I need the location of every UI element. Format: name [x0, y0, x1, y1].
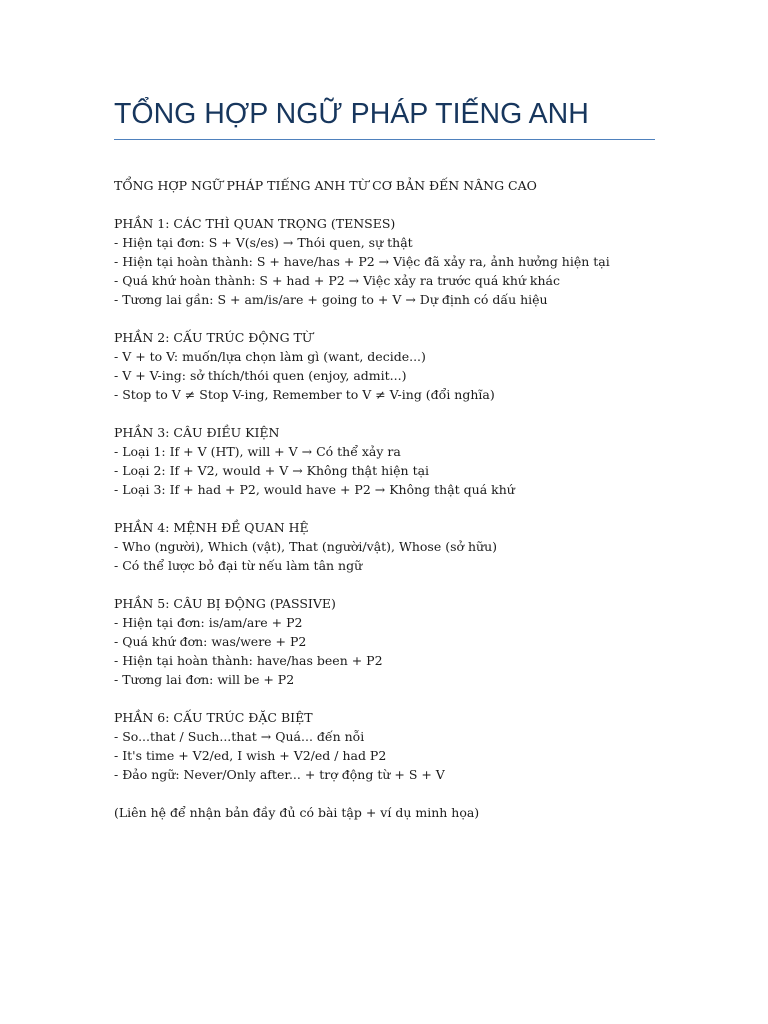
list-item: - Quá khứ hoàn thành: S + had + P2 → Việc xảy ra trước quá khứ khác	[114, 273, 560, 288]
list-item: - Có thể lược bỏ đại từ nếu làm tân ngữ	[114, 558, 363, 573]
document-subtitle: TỔNG HỢP NGỮ PHÁP TIẾNG ANH TỪ CƠ BẢN ĐẾN NÂNG CAO	[114, 178, 537, 193]
list-item: - Who (người), Which (vật), That (người/vật), Whose (sở hữu)	[114, 539, 498, 554]
section-conditionals	[114, 423, 674, 499]
list-item: - Đảo ngữ: Never/Only after... + trợ động từ + S + V	[114, 767, 445, 782]
section-heading: PHẦN 2: CẤU TRÚC ĐỘNG TỪ	[114, 330, 313, 345]
section-heading: PHẦN 3: CÂU ĐIỀU KIỆN	[114, 425, 280, 440]
list-item: - Quá khứ đơn: was/were + P2	[114, 634, 307, 649]
section-special-structures	[114, 708, 674, 784]
section-tenses	[114, 214, 674, 309]
list-item: - So...that / Such...that → Quá... đến nỗi	[114, 729, 365, 744]
list-item: - Stop to V ≠ Stop V-ing, Remember to V ≠ V-ing (đổi nghĩa)	[114, 387, 495, 402]
list-item: - Loại 2: If + V2, would + V → Không thật hiện tại	[114, 463, 430, 478]
list-item: - Hiện tại hoàn thành: have/has been + P2	[114, 653, 383, 668]
section-heading: PHẦN 6: CẤU TRÚC ĐẶC BIỆT	[114, 710, 313, 725]
list-item: - Loại 1: If + V (HT), will + V → Có thể xảy ra	[114, 444, 401, 459]
section-heading: PHẦN 5: CÂU BỊ ĐỘNG (PASSIVE)	[114, 596, 336, 611]
section-passive	[114, 594, 674, 689]
section-relative-clauses	[114, 518, 674, 575]
document-body	[114, 176, 674, 822]
title-divider	[114, 139, 655, 140]
list-item: - Loại 3: If + had + P2, would have + P2 → Không thật quá khứ	[114, 482, 515, 497]
list-item: - It's time + V2/ed, I wish + V2/ed / had P2	[114, 748, 387, 763]
document-title: TỔNG HỢP NGỮ PHÁP TIẾNG ANH	[114, 98, 589, 130]
list-item: - V + V-ing: sở thích/thói quen (enjoy, admit...)	[114, 368, 407, 383]
list-item: - Hiện tại đơn: S + V(s/es) → Thói quen, sự thật	[114, 235, 413, 250]
contact-note: (Liên hệ để nhận bản đầy đủ có bài tập + ví dụ minh họa)	[114, 805, 480, 820]
list-item: - V + to V: muốn/lựa chọn làm gì (want, decide...)	[114, 349, 426, 364]
section-verb-structures	[114, 328, 674, 404]
section-heading: PHẦN 4: MỆNH ĐỀ QUAN HỆ	[114, 520, 309, 535]
section-heading: PHẦN 1: CÁC THÌ QUAN TRỌNG (TENSES)	[114, 216, 396, 231]
list-item: - Tương lai đơn: will be + P2	[114, 672, 295, 687]
list-item: - Tương lai gần: S + am/is/are + going to + V → Dự định có dấu hiệu	[114, 292, 548, 307]
list-item: - Hiện tại đơn: is/am/are + P2	[114, 615, 303, 630]
list-item: - Hiện tại hoàn thành: S + have/has + P2 → Việc đã xảy ra, ảnh hưởng hiện tại	[114, 254, 610, 269]
